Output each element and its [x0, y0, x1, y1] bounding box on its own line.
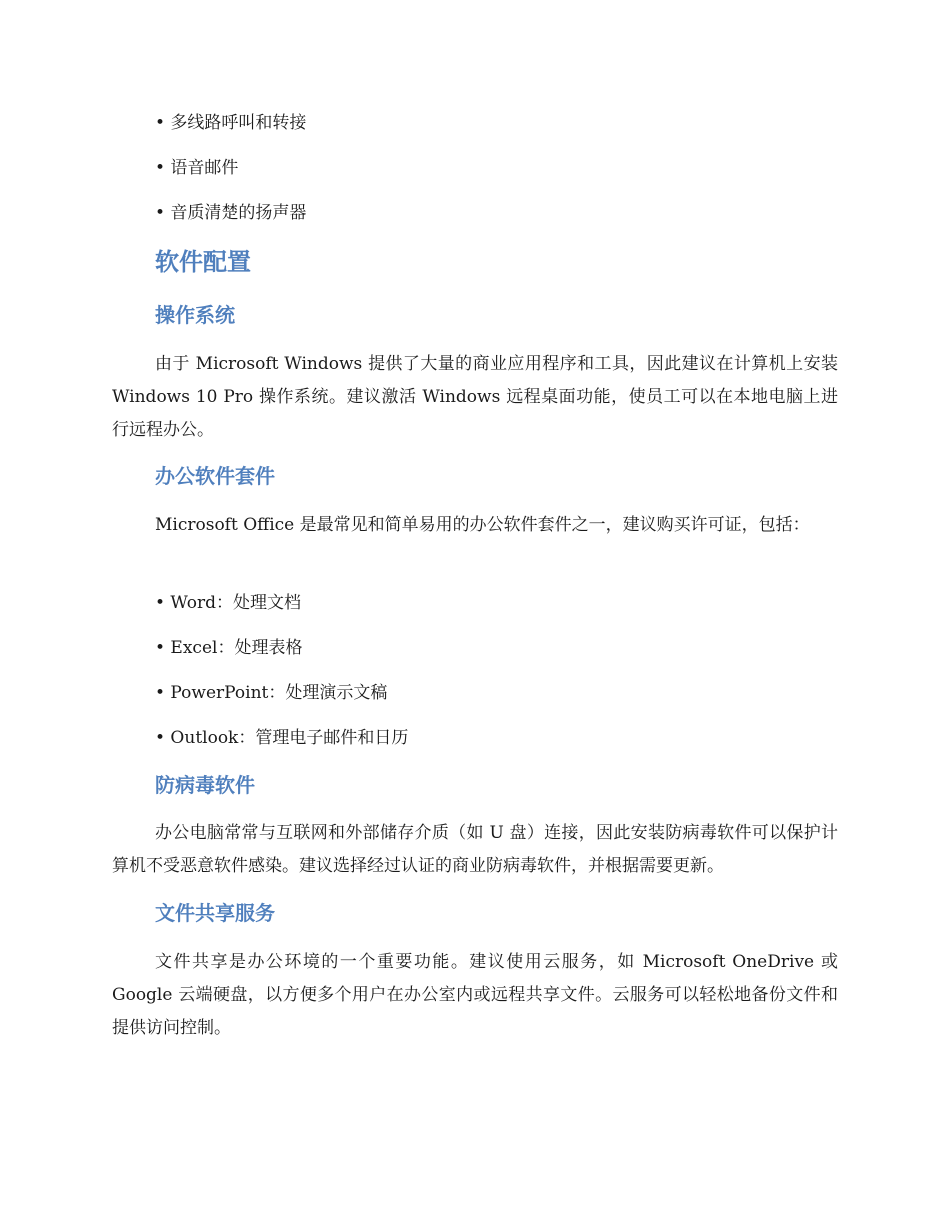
antivirus-paragraph: 办公电脑常常与互联网和外部储存介质（如 U 盘）连接，因此安装防病毒软件可以保护计算机不受恶意软件感染。建议选择经过认证的商业防病毒软件，并根据需要更新。	[112, 823, 838, 876]
office-item-outlook: • Outlook：管理电子邮件和日历	[155, 728, 409, 748]
file-sharing-heading: 文件共享服务	[155, 901, 275, 925]
file-sharing-paragraph: 文件共享是办公环境的一个重要功能。建议使用云服务，如 Microsoft OneDrive 或 Google 云端硬盘，以方便多个用户在办公室内或远程共享文件。云服务可以轻松地备份文件和提供访问控制。	[112, 952, 838, 1038]
office-item-powerpoint: • PowerPoint：处理演示文稿	[155, 683, 388, 703]
antivirus-heading: 防病毒软件	[155, 773, 255, 797]
os-paragraph: 由于 Microsoft Windows 提供了大量的商业应用程序和工具，因此建议在计算机上安装 Windows 10 Pro 操作系统。建议激活 Windows 远程桌面功能，使员工可以在本地电脑上进行远程办公。	[112, 354, 838, 440]
bullet-item: • 音质清楚的扬声器	[155, 203, 307, 223]
bullet-item: • 多线路呼叫和转接	[155, 113, 307, 133]
os-heading: 操作系统	[155, 303, 235, 327]
section-title: 软件配置	[155, 248, 251, 276]
office-item-excel: • Excel：处理表格	[155, 638, 303, 658]
office-item-word: • Word：处理文档	[155, 593, 301, 613]
bullet-item: • 语音邮件	[155, 158, 239, 178]
office-paragraph: Microsoft Office 是最常见和简单易用的办公软件套件之一，建议购买许可证，包括：	[155, 515, 810, 535]
office-heading: 办公软件套件	[155, 464, 275, 488]
